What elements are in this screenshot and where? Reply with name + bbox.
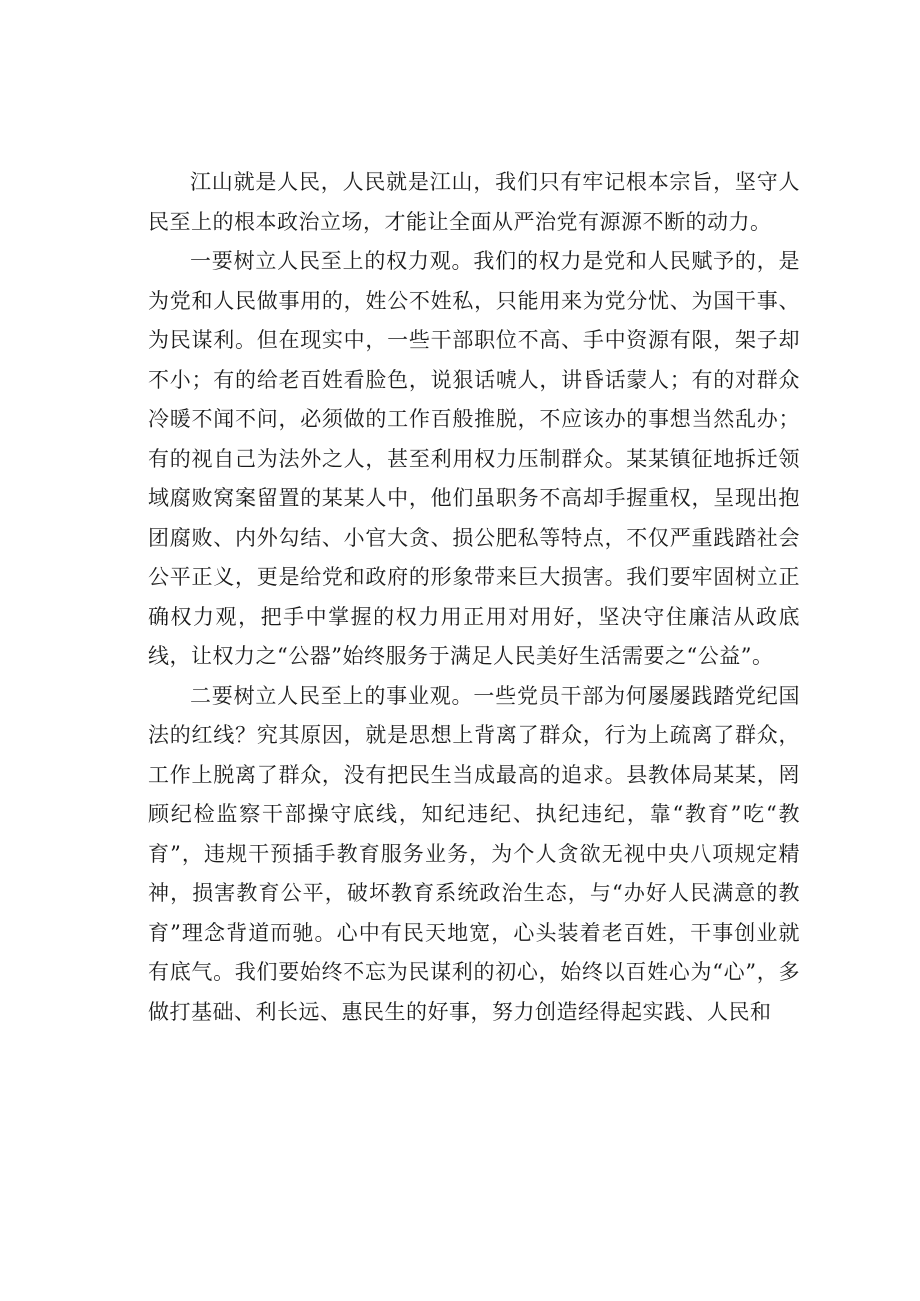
paragraph-intro: 江山就是人民，人民就是江山，我们只有牢记根本宗旨，坚守人民至上的根本政治立场，才能让全面从严治党有源源不断的动力。 <box>148 170 800 234</box>
document-body <box>148 163 800 1032</box>
paragraph-power-view: 一要树立人民至上的权力观。我们的权力是党和人民赋予的，是为党和人民做事用的，姓公不姓私，只能用来为党分忧、为国干事、为民谋利。但在现实中，一些干部职位不高、手中资源有限，架子却不小；有的给老百姓看脸色，说狠话唬人，讲昏话蒙人；有的对群众冷暖不闻不问，必须做的工作百般推脱，不应该办的事想当然乱办；有的视自己为法外之人，甚至利用权力压制群众。某某镇征地拆迁领域腐败窝案留置的某某人中，他们虽职务不高却手握重权，呈现出抱团腐败、内外勾结、小官大贪、损公肥私等特点，不仅严重践踏社会公平正义，更是给党和政府的形象带来巨大损害。我们要牢固树立正确权力观，把手中掌握的权力用正用对用好，坚决守住廉洁从政底线，让权力之“公器”始终服务于满足人民美好生活需要之“公益”。 <box>148 249 800 668</box>
paragraph-career-view: 二要树立人民至上的事业观。一些党员干部为何屡屡践踏党纪国法的红线？究其原因，就是思想上背离了群众，行为上疏离了群众，工作上脱离了群众，没有把民生当成最高的追求。县教体局某某，罔顾纪检监察干部操守底线，知纪违纪、执纪违纪，靠“教育”吃“教育”，违规干预插手教育服务业务，为个人贪欲无视中央八项规定精神，损害教育公平，破坏教育系统政治生态，与“办好人民满意的教育”理念背道而驰。心中有民天地宽，心头装着老百姓，干事创业就有底气。我们要始终不忘为民谋利的初心，始终以百姓心为“心”，多做打基础、利长远、惠民生的好事，努力创造经得起实践、人民和 <box>148 683 800 1024</box>
